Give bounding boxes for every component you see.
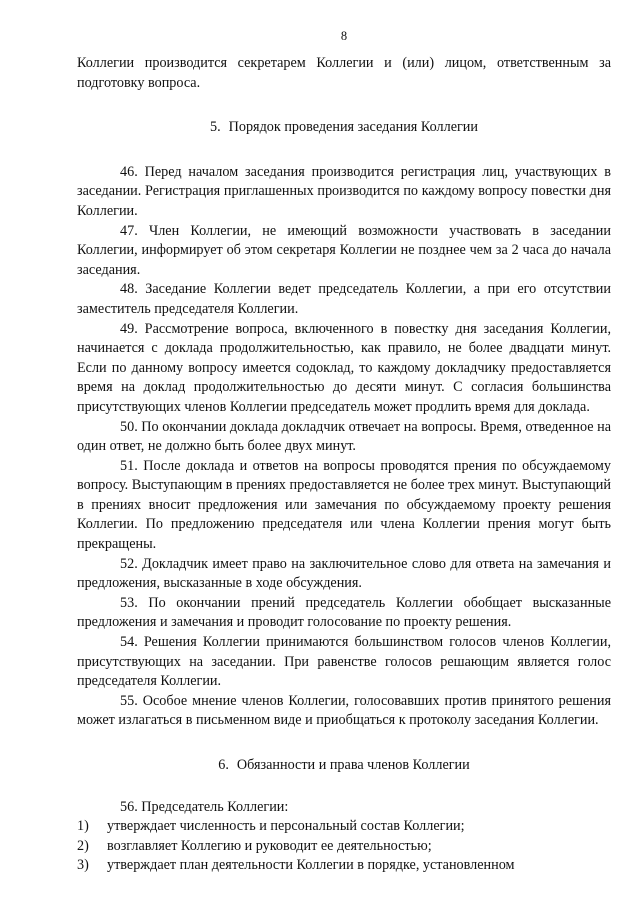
paragraph-52: 52. Докладчик имеет право на заключительное слово для ответа на замечания и предложения, высказанные в ходе обсуждения. — [77, 555, 611, 592]
list-item — [77, 856, 611, 876]
list-item — [77, 817, 611, 837]
section-5-number: 5. — [209, 119, 221, 136]
paragraph-50: 50. По окончании доклада докладчик отвечает на вопросы. Время, отведенное на один ответ, не должно быть более двух минут. — [77, 418, 611, 455]
page-number: 8 — [340, 29, 348, 43]
paragraph-55: 55. Особое мнение членов Коллегии, голосовавших против принятого решения может излагаться в письменном виде и приобщаться к протоколу заседания Коллегии. — [77, 692, 611, 729]
section-6-number: 6. — [218, 757, 229, 773]
section-6-heading — [77, 756, 611, 776]
list-item — [77, 837, 611, 857]
paragraph-53: 53. По окончании прений председатель Коллегии обобщает высказанные предложения и замечания и проводит голосование по проекту решения. — [77, 594, 611, 631]
list-item-text: возглавляет Коллегию и руководит ее деятельностью; — [107, 837, 432, 854]
list-item-number: 3) — [77, 857, 89, 874]
paragraph-54: 54. Решения Коллегии принимаются большинством голосов членов Коллегии, присутствующих на заседании. При равенстве голосов решающим является голос председателя Коллегии. — [77, 634, 611, 690]
section-6-title: Обязанности и права членов Коллегии — [236, 757, 470, 773]
list-item-text: утверждает план деятельности Коллегии в порядке, установленном — [107, 857, 515, 874]
section-5-title: Порядок проведения заседания Коллегии — [228, 119, 478, 136]
paragraph-46: 46. Перед началом заседания производится регистрация лиц, участвующих в заседании. Регистрация приглашенных производится по каждому вопросу повестки дня Коллегии. — [77, 163, 611, 219]
intro-paragraph: Коллегии производится секретарем Коллегии и (или) лицом, ответственным за подготовку вопроса. — [77, 55, 611, 91]
paragraph-47: 47. Член Коллегии, не имеющий возможности участвовать в заседании Коллегии, информирует об этом секретаря Коллегии не позднее чем за 2 часа до начала заседания. — [77, 222, 611, 278]
section-5-heading — [77, 118, 611, 138]
document-page — [77, 28, 611, 876]
paragraph-56: 56. Председатель Коллегии: — [120, 798, 289, 815]
paragraph-51: 51. После доклада и ответов на вопросы проводятся прения по обсуждаемому вопросу. Выступающим в прениях предоставляется не более трех минут. Выступающий в прениях вносит предложения или замечания по обсуждаемому проекту решения Коллегии. По предложению председателя или члена Коллегии прения могут быть прекращены. — [77, 457, 611, 553]
list-item-text: утверждает численность и персональный состав Коллегии; — [107, 818, 465, 835]
paragraph-49: 49. Рассмотрение вопроса, включенного в повестку дня заседания Коллегии, начинается с доклада продолжительностью, как правило, не более двадцати минут. Если по данному вопросу имеется содоклад, то каждому докладчику предоставляется время на доклад продолжительностью до десяти минут. С согласия большинства присутствующих членов Коллегии председатель может продлить время для доклада. — [77, 320, 611, 415]
list-item-number: 1) — [77, 818, 89, 835]
list-item-number: 2) — [77, 837, 89, 854]
paragraph-48: 48. Заседание Коллегии ведет председатель Коллегии, а при его отсутствии заместитель председателя Коллегии. — [77, 281, 611, 317]
